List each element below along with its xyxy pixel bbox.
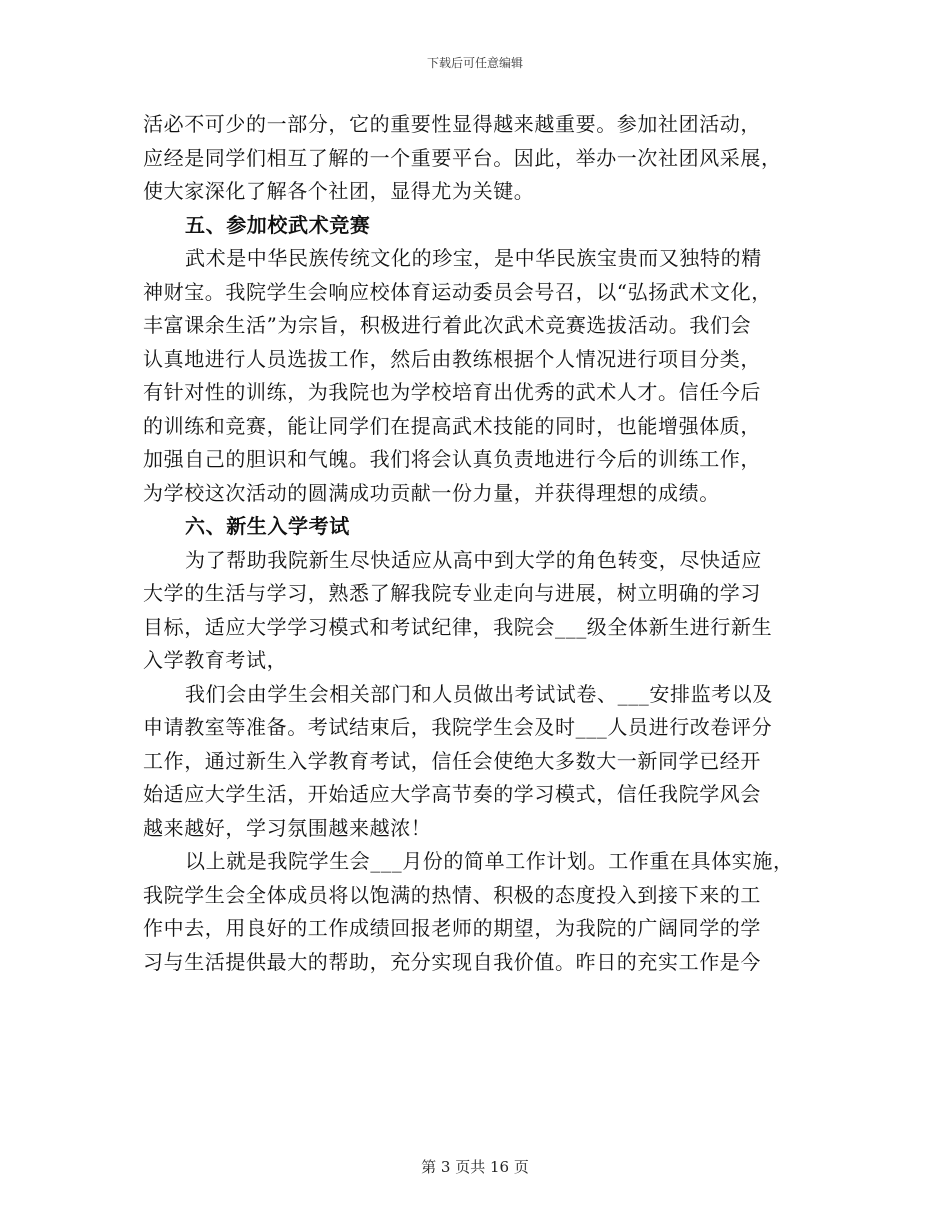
paragraph-line: 丰富课余生活”为宗旨，积极进行着此次武术竞赛选拔活动。我们会 bbox=[143, 313, 752, 337]
paragraph-line: 越来越好，学习氛围越来越浓！ bbox=[143, 815, 432, 840]
paragraph-line: 有针对性的训练，为我院也为学校培育出优秀的武术人才。信任今后 bbox=[143, 380, 761, 404]
paragraph-line: 我们会由学生会相关部门和人员做出考试试卷、___安排监考以及 bbox=[185, 681, 773, 706]
paragraph-line: 目标，适应大学学习模式和考试纪律，我院会___级全体新生进行新生 bbox=[143, 614, 773, 639]
paragraph-line: 加强自己的胆识和气魄。我们将会认真负责地进行今后的训练工作， bbox=[143, 447, 761, 471]
paragraph-line: 大学的生活与学习，熟悉了解我院专业走向与进展，树立明确的学习 bbox=[143, 581, 761, 605]
section-heading: 五、参加校武术竞赛 bbox=[185, 212, 371, 237]
paragraph-line: 习与生活提供最大的帮助，充分实现自我价值。昨日的充实工作是今 bbox=[143, 949, 761, 974]
paragraph-line: 认真地进行人员选拔工作，然后由教练根据个人情况进行项目分类， bbox=[143, 346, 761, 371]
paragraph-line: 使大家深化了解各个社团，显得尤为关键。 bbox=[143, 179, 535, 203]
paragraph-line: 武术是中华民族传统文化的珍宝，是中华民族宝贵而又独特的精 bbox=[185, 246, 762, 270]
section-heading: 六、新生入学考试 bbox=[185, 514, 350, 538]
paragraph-line: 神财宝。我院学生会响应校体育运动委员会号召，以“弘扬武术文化， bbox=[143, 279, 772, 304]
paragraph-line: 为学校这次活动的圆满成功贡献一份力量，并获得理想的成绩。 bbox=[143, 480, 720, 505]
paragraph-line: 作中去，用良好的工作成绩回报老师的期望，为我院的广阔同学的学 bbox=[143, 916, 761, 940]
page-footer: 第 3 页共 16 页 bbox=[421, 1158, 529, 1176]
paragraph-line: 的训练和竞赛，能让同学们在提高武术技能的同时，也能增强体质， bbox=[143, 413, 761, 438]
document-body bbox=[143, 108, 813, 979]
paragraph-line: 申请教室等准备。考试结束后，我院学生会及时___人员进行改卷评分 bbox=[143, 715, 773, 739]
paragraph-line: 以上就是我院学生会___月份的简单工作计划。工作重在具体实施， bbox=[185, 849, 794, 873]
paragraph-line: 工作，通过新生入学教育考试，信任会使绝大多数大一新同学已经开 bbox=[143, 748, 761, 773]
page-header: 下载后可任意编辑 bbox=[426, 56, 523, 70]
paragraph-line: 入学教育考试， bbox=[143, 648, 288, 672]
paragraph-line: 活必不可少的一部分，它的重要性显得越来越重要。参加社团活动， bbox=[143, 112, 761, 136]
paragraph-line: 为了帮助我院新生尽快适应从高中到大学的角色转变，尽快适应 bbox=[185, 547, 762, 572]
paragraph-line: 应经是同学们相互了解的一个重要平台。因此，举办一次社团风采展， bbox=[143, 145, 782, 170]
paragraph-line: 始适应大学生活，开始适应大学高节奏的学习模式，信任我院学风会 bbox=[143, 782, 761, 806]
paragraph-line: 我院学生会全体成员将以饱满的热情、积极的态度投入到接下来的工 bbox=[143, 882, 761, 907]
